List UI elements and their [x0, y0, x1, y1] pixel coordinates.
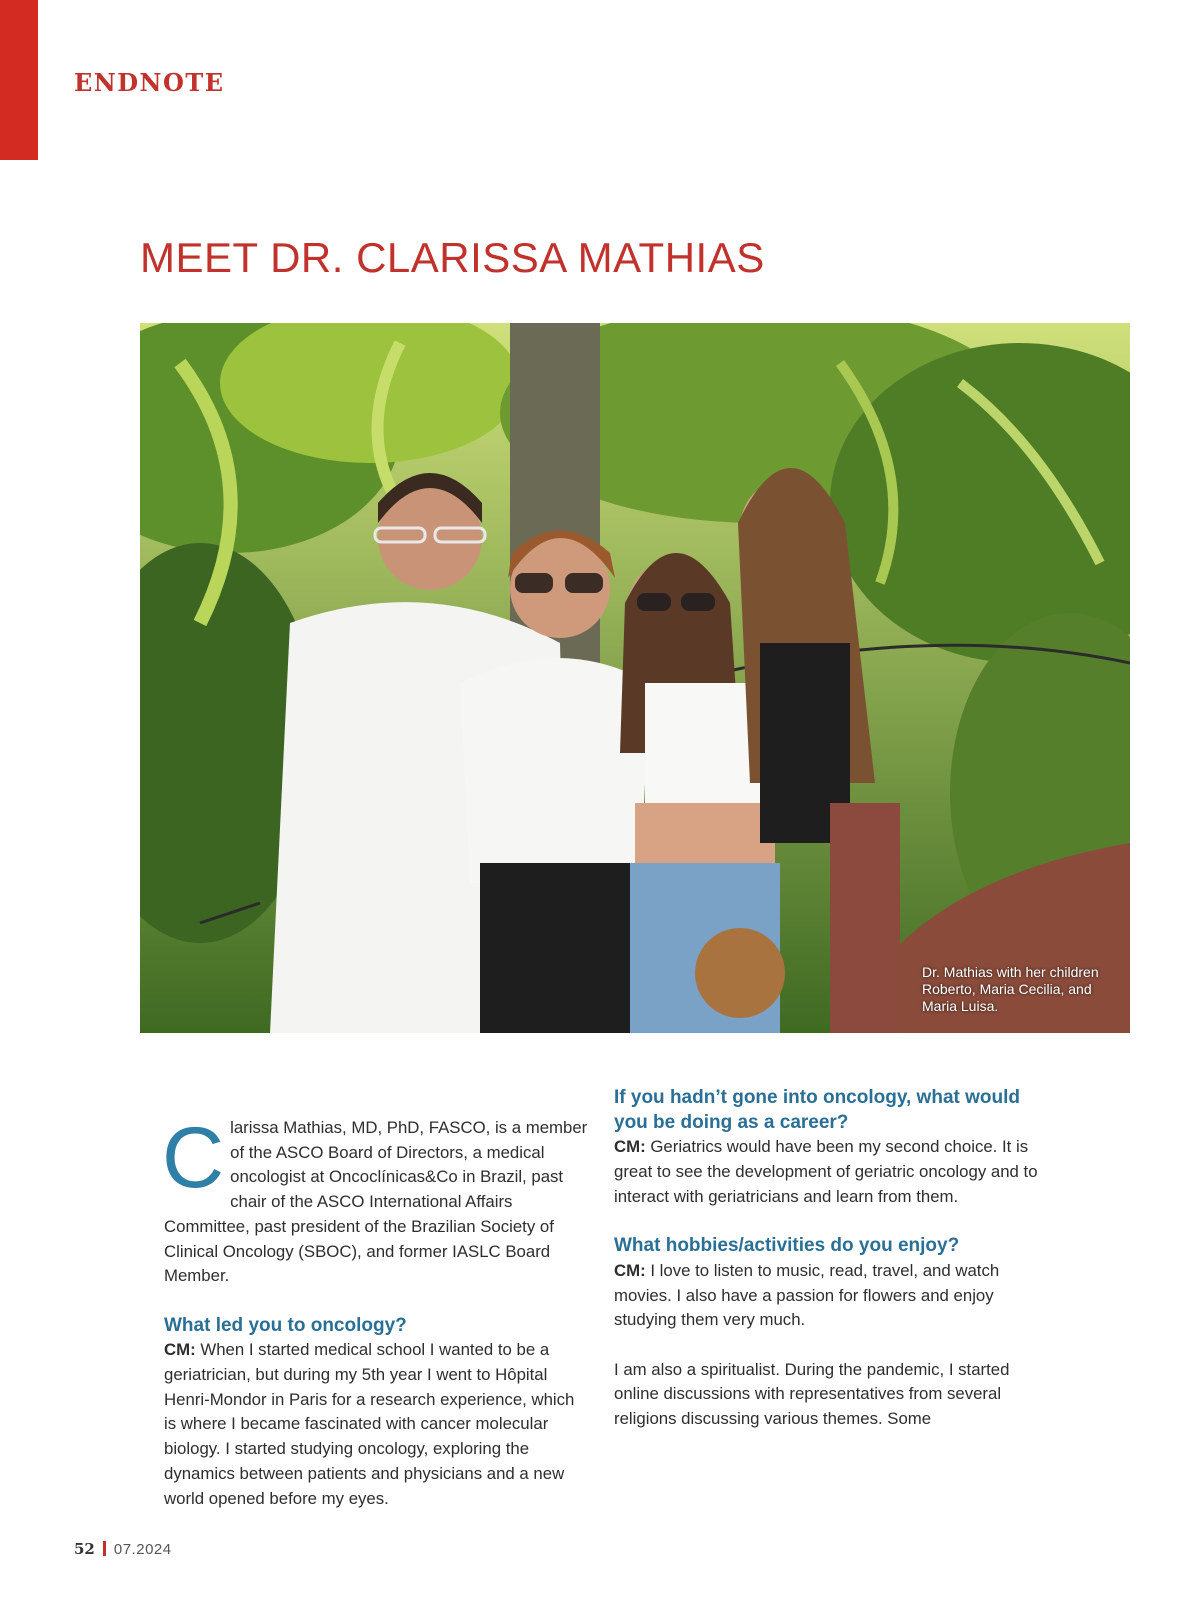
page-number: 52: [74, 1540, 95, 1558]
intro-paragraph: [162, 1110, 588, 1289]
question-heading: What hobbies/activities do you enjoy?: [614, 1235, 960, 1257]
footer-divider: [103, 1541, 106, 1556]
family-photo: [140, 323, 1130, 1033]
paragraph-gap: [164, 1289, 588, 1314]
photo-caption: Dr. Mathias with her children Roberto, Maria Cecilia, and Maria Luisa.: [922, 964, 1099, 1014]
question-heading: What led you to oncology?: [164, 1314, 407, 1336]
answer-paragraph: [614, 1135, 1038, 1209]
body-paragraph: I am also a spiritualist. During the pandemic, I started online discussions with representatives from several religions discussing various themes. Some: [614, 1359, 1010, 1429]
paragraph-gap: [614, 1333, 1038, 1358]
answer-text: When I started medical school I wanted to be a geriatrician, but during my 5th year I went to Hôpital Henri-Mondor in Paris for a research experience, which is where I became fascinated with cancer molecular biology. I started studying oncology, exploring the dynamics between patients and physicians and a new world opened before my eyes.: [164, 1340, 575, 1508]
speaker-label: CM:: [614, 1260, 646, 1280]
page-footer: [74, 1540, 172, 1558]
speaker-label: CM:: [164, 1340, 196, 1360]
drop-cap: C: [162, 1110, 225, 1206]
intro-text: larissa Mathias, MD, PhD, FASCO, is a member of the ASCO Board of Directors, a medical oncologist at Oncoclínicas&Co in Brazil, past chair of the ASCO International Affairs Committee, past president of the Brazilian Society of Clinical Oncology (SBOC), and former IASLC Board Member.: [164, 1118, 588, 1286]
speaker-label: CM:: [614, 1137, 646, 1157]
answer-paragraph: [164, 1338, 588, 1511]
question-heading: If you hadn’t gone into oncology, what would you be doing as a career?: [614, 1087, 1020, 1133]
article-column-left: [162, 1110, 588, 1511]
paragraph-gap: [614, 1210, 1038, 1235]
page-title: MEET DR. CLARISSA MATHIAS: [140, 234, 765, 281]
answer-paragraph: [614, 1259, 1038, 1333]
answer-text: I love to listen to music, read, travel, and watch movies. I also have a passion for flowers and enjoy studying them very much.: [614, 1260, 1000, 1330]
issue-date: 07.2024: [113, 1541, 172, 1558]
answer-text: Geriatrics would have been my second choice. It is great to see the development of geriatric oncology and to interact with geriatricians and learn from them.: [614, 1137, 1038, 1206]
article-column-right: [614, 1087, 1038, 1432]
accent-bar: [0, 0, 38, 160]
section-label: ENDNOTE: [74, 68, 225, 97]
